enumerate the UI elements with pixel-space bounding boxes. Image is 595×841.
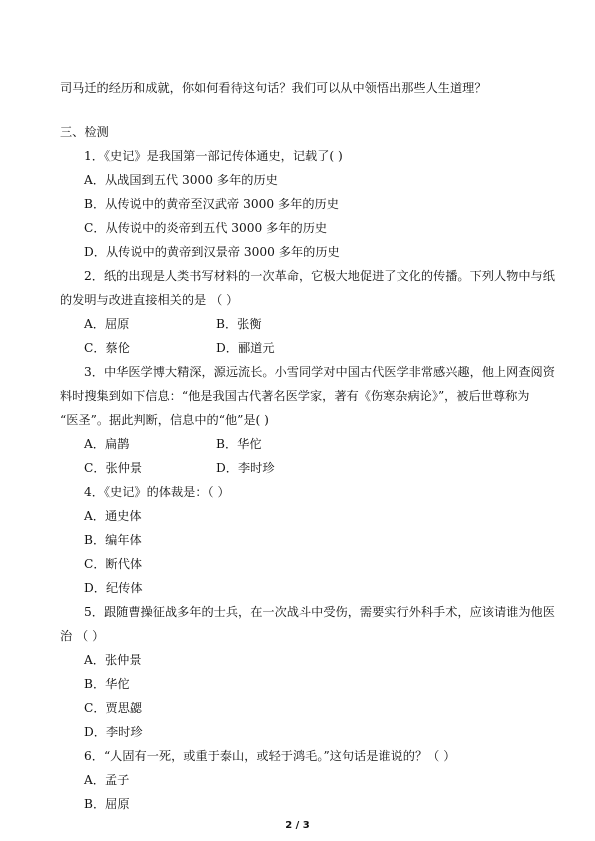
intro-text: 司马迁的经历和成就，你如何看待这句话？我们可以从中领悟出那些人生道理？ (60, 81, 487, 95)
question-4-option-d: D．纪传体 (84, 581, 143, 595)
question-3-stem-line-3: “医圣”。据此判断，信息中的“他”是( ) (60, 413, 269, 427)
question-3-option-d: D．李时珍 (216, 461, 275, 475)
question-5-stem-line-2: 治 （ ） (60, 629, 105, 643)
question-5-option-c: C．贾思勰 (84, 701, 143, 715)
question-5-option-d: D．李时珍 (84, 725, 143, 739)
question-1-option-a: A．从战国到五代 3000 多年的历史 (84, 173, 278, 187)
question-2-option-a: A．屈原 (84, 317, 130, 331)
question-5-option-a: A．张仲景 (84, 653, 142, 667)
question-3-option-c: C．张仲景 (84, 461, 143, 475)
question-3-stem-line-2: 料时搜集到如下信息：“他是我国古代著名医学家，著有《伤寒杂病论》”，被后世尊称为 (60, 389, 530, 403)
question-3-option-a: A．扁鹊 (84, 437, 130, 451)
question-1-option-c: C．从传说中的炎帝到五代 3000 多年的历史 (84, 221, 328, 235)
question-6-option-a: A．孟子 (84, 773, 130, 787)
question-2-option-c: C．蔡伦 (84, 341, 130, 355)
question-2-stem-line-1: 2．纸的出现是人类书写材料的一次革命，它极大地促进了文化的传播。下列人物中与纸 (84, 269, 555, 283)
question-2-option-b: B．张衡 (216, 317, 262, 331)
question-4-option-c: C．断代体 (84, 557, 143, 571)
question-5-stem-line-1: 5．跟随曹操征战多年的士兵，在一次战斗中受伤，需要实行外科手术，应该请谁为他医 (84, 605, 555, 619)
question-1-option-b: B．从传说中的黄帝至汉武帝 3000 多年的历史 (84, 197, 339, 211)
question-1-stem: 1．《史记》是我国第一部记传体通史，记载了( ) (84, 149, 343, 163)
question-3-option-b: B．华佗 (216, 437, 262, 451)
question-2-option-d: D．郦道元 (216, 341, 275, 355)
question-4-stem: 4．《史记》的体裁是：（ ） (84, 485, 230, 499)
question-3-stem-line-1: 3．中华医学博大精深，源远流长。小雪同学对中国古代医学非常感兴趣，他上网查阅资 (84, 365, 555, 379)
question-4-option-a: A．通史体 (84, 509, 142, 523)
question-6-option-b: B．屈原 (84, 797, 130, 811)
page-number: 2 / 3 (285, 820, 310, 831)
question-2-stem-line-2: 的发明与改进直接相关的是 （ ） (60, 293, 239, 307)
question-6-stem: 6．“人固有一死，或重于泰山，或轻于鸿毛。”这句话是谁说的？（ ） (84, 749, 456, 763)
question-4-option-b: B．编年体 (84, 533, 142, 547)
question-1-option-d: D．从传说中的黄帝到汉景帝 3000 多年的历史 (84, 245, 340, 259)
question-5-option-b: B．华佗 (84, 677, 130, 691)
section-title: 三、检测 (60, 125, 109, 139)
